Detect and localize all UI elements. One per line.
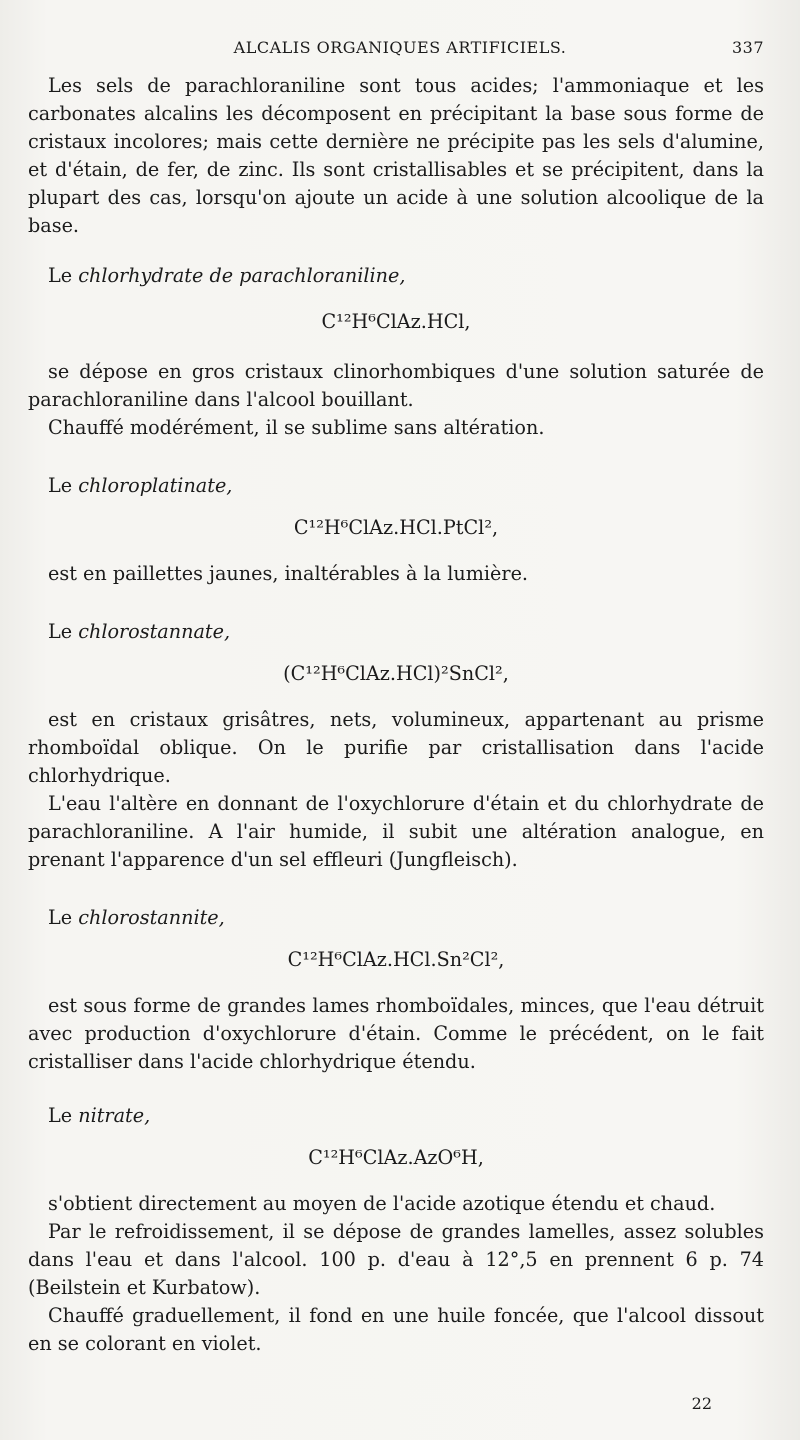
paragraph-intro: Les sels de parachloraniline sont tous acides; l'ammoniaque et les carbonates alcalins les décomposent en précipitant la base sous forme de cristaux incolores; mais cette dernière ne précipite pas les sels d'alumine, et d'étain, de fer, de zinc. Ils sont cristallisables et se précipitent, dans la plupart des cas, lorsqu'on ajoute un acide à une solution alcoolique de la base. (28, 74, 764, 237)
lead-word: Le (48, 474, 73, 497)
paragraph-chlorostannite-desc: est sous forme de grandes lames rhomboïdales, minces, que l'eau détruit avec production d'oxychlorure d'étain. Comme le précédent, on le fait cristalliser dans l'acide chlorhydrique étendu. (28, 994, 764, 1073)
signature-mark: 22 (691, 1394, 712, 1413)
paragraph-chlorostannite-heading (28, 904, 764, 932)
paragraph-chlorhydrate-heading (28, 262, 764, 290)
paragraph-nitrate-heat: Chauffé graduellement, il fond en une huile foncée, que l'alcool dissout en se colorant en violet. (28, 1304, 764, 1355)
compound-name: chlorhydrate de parachloraniline, (78, 264, 406, 287)
formula-chloroplatinate: C¹²H⁶ClAz.HCl.PtCl², (293, 516, 499, 539)
compound-name: chloroplatinate, (78, 474, 233, 497)
compound-name: chlorostannate, (78, 620, 231, 643)
paragraph-nitrate-desc: s'obtient directement au moyen de l'acide azotique étendu et chaud. (48, 1192, 716, 1215)
lead-word: Le (48, 906, 73, 929)
page-header (0, 38, 800, 66)
paragraph-chlorhydrate-heat: Chauffé modérément, il se sublime sans altération. (48, 416, 545, 439)
paragraph-nitrate-heading (28, 1102, 764, 1130)
paragraph-chlorostannate-heading (28, 618, 764, 646)
paragraph-chloroplatinate-heading (28, 472, 764, 500)
formula-nitrate: C¹²H⁶ClAz.AzO⁶H, (308, 1146, 484, 1169)
formula-chlorostannate: (C¹²H⁶ClAz.HCl)²SnCl², (283, 662, 509, 685)
compound-name: chlorostannite, (78, 906, 225, 929)
paragraph-chlorhydrate-desc: se dépose en gros cristaux clinorhombiques d'une solution saturée de parachloraniline dans l'alcool bouillant. (28, 360, 764, 411)
running-title: ALCALIS ORGANIQUES ARTIFICIELS. (233, 38, 567, 57)
formula-chlorostannite: C¹²H⁶ClAz.HCl.Sn²Cl², (287, 948, 505, 971)
formula-chlorhydrate: C¹²H⁶ClAz.HCl, (321, 310, 471, 333)
compound-name: nitrate, (78, 1104, 151, 1127)
lead-word: Le (48, 620, 73, 643)
paragraph-nitrate-cool: Par le refroidissement, il se dépose de grandes lamelles, assez solubles dans l'eau et dans l'alcool. 100 p. d'eau à 12°,5 en prennent 6 p. 74 (Beilstein et Kurbatow). (28, 1220, 764, 1299)
paragraph-chlorostannate-water: L'eau l'altère en donnant de l'oxychlorure d'étain et du chlorhydrate de parachloraniline. A l'air humide, il subit une altération analogue, en prenant l'apparence d'un sel effleuri (Jungfleisch). (28, 792, 764, 871)
paragraph-chlorostannate-desc: est en cristaux grisâtres, nets, volumineux, appartenant au prisme rhomboïdal oblique. On le purifie par cristallisation dans l'acide chlorhydrique. (28, 708, 764, 787)
page-body (28, 72, 764, 1358)
lead-word: Le (48, 264, 73, 287)
page-number: 337 (731, 38, 764, 57)
paragraph-chloroplatinate-desc: est en paillettes jaunes, inaltérables à la lumière. (48, 562, 529, 585)
lead-word: Le (48, 1104, 73, 1127)
